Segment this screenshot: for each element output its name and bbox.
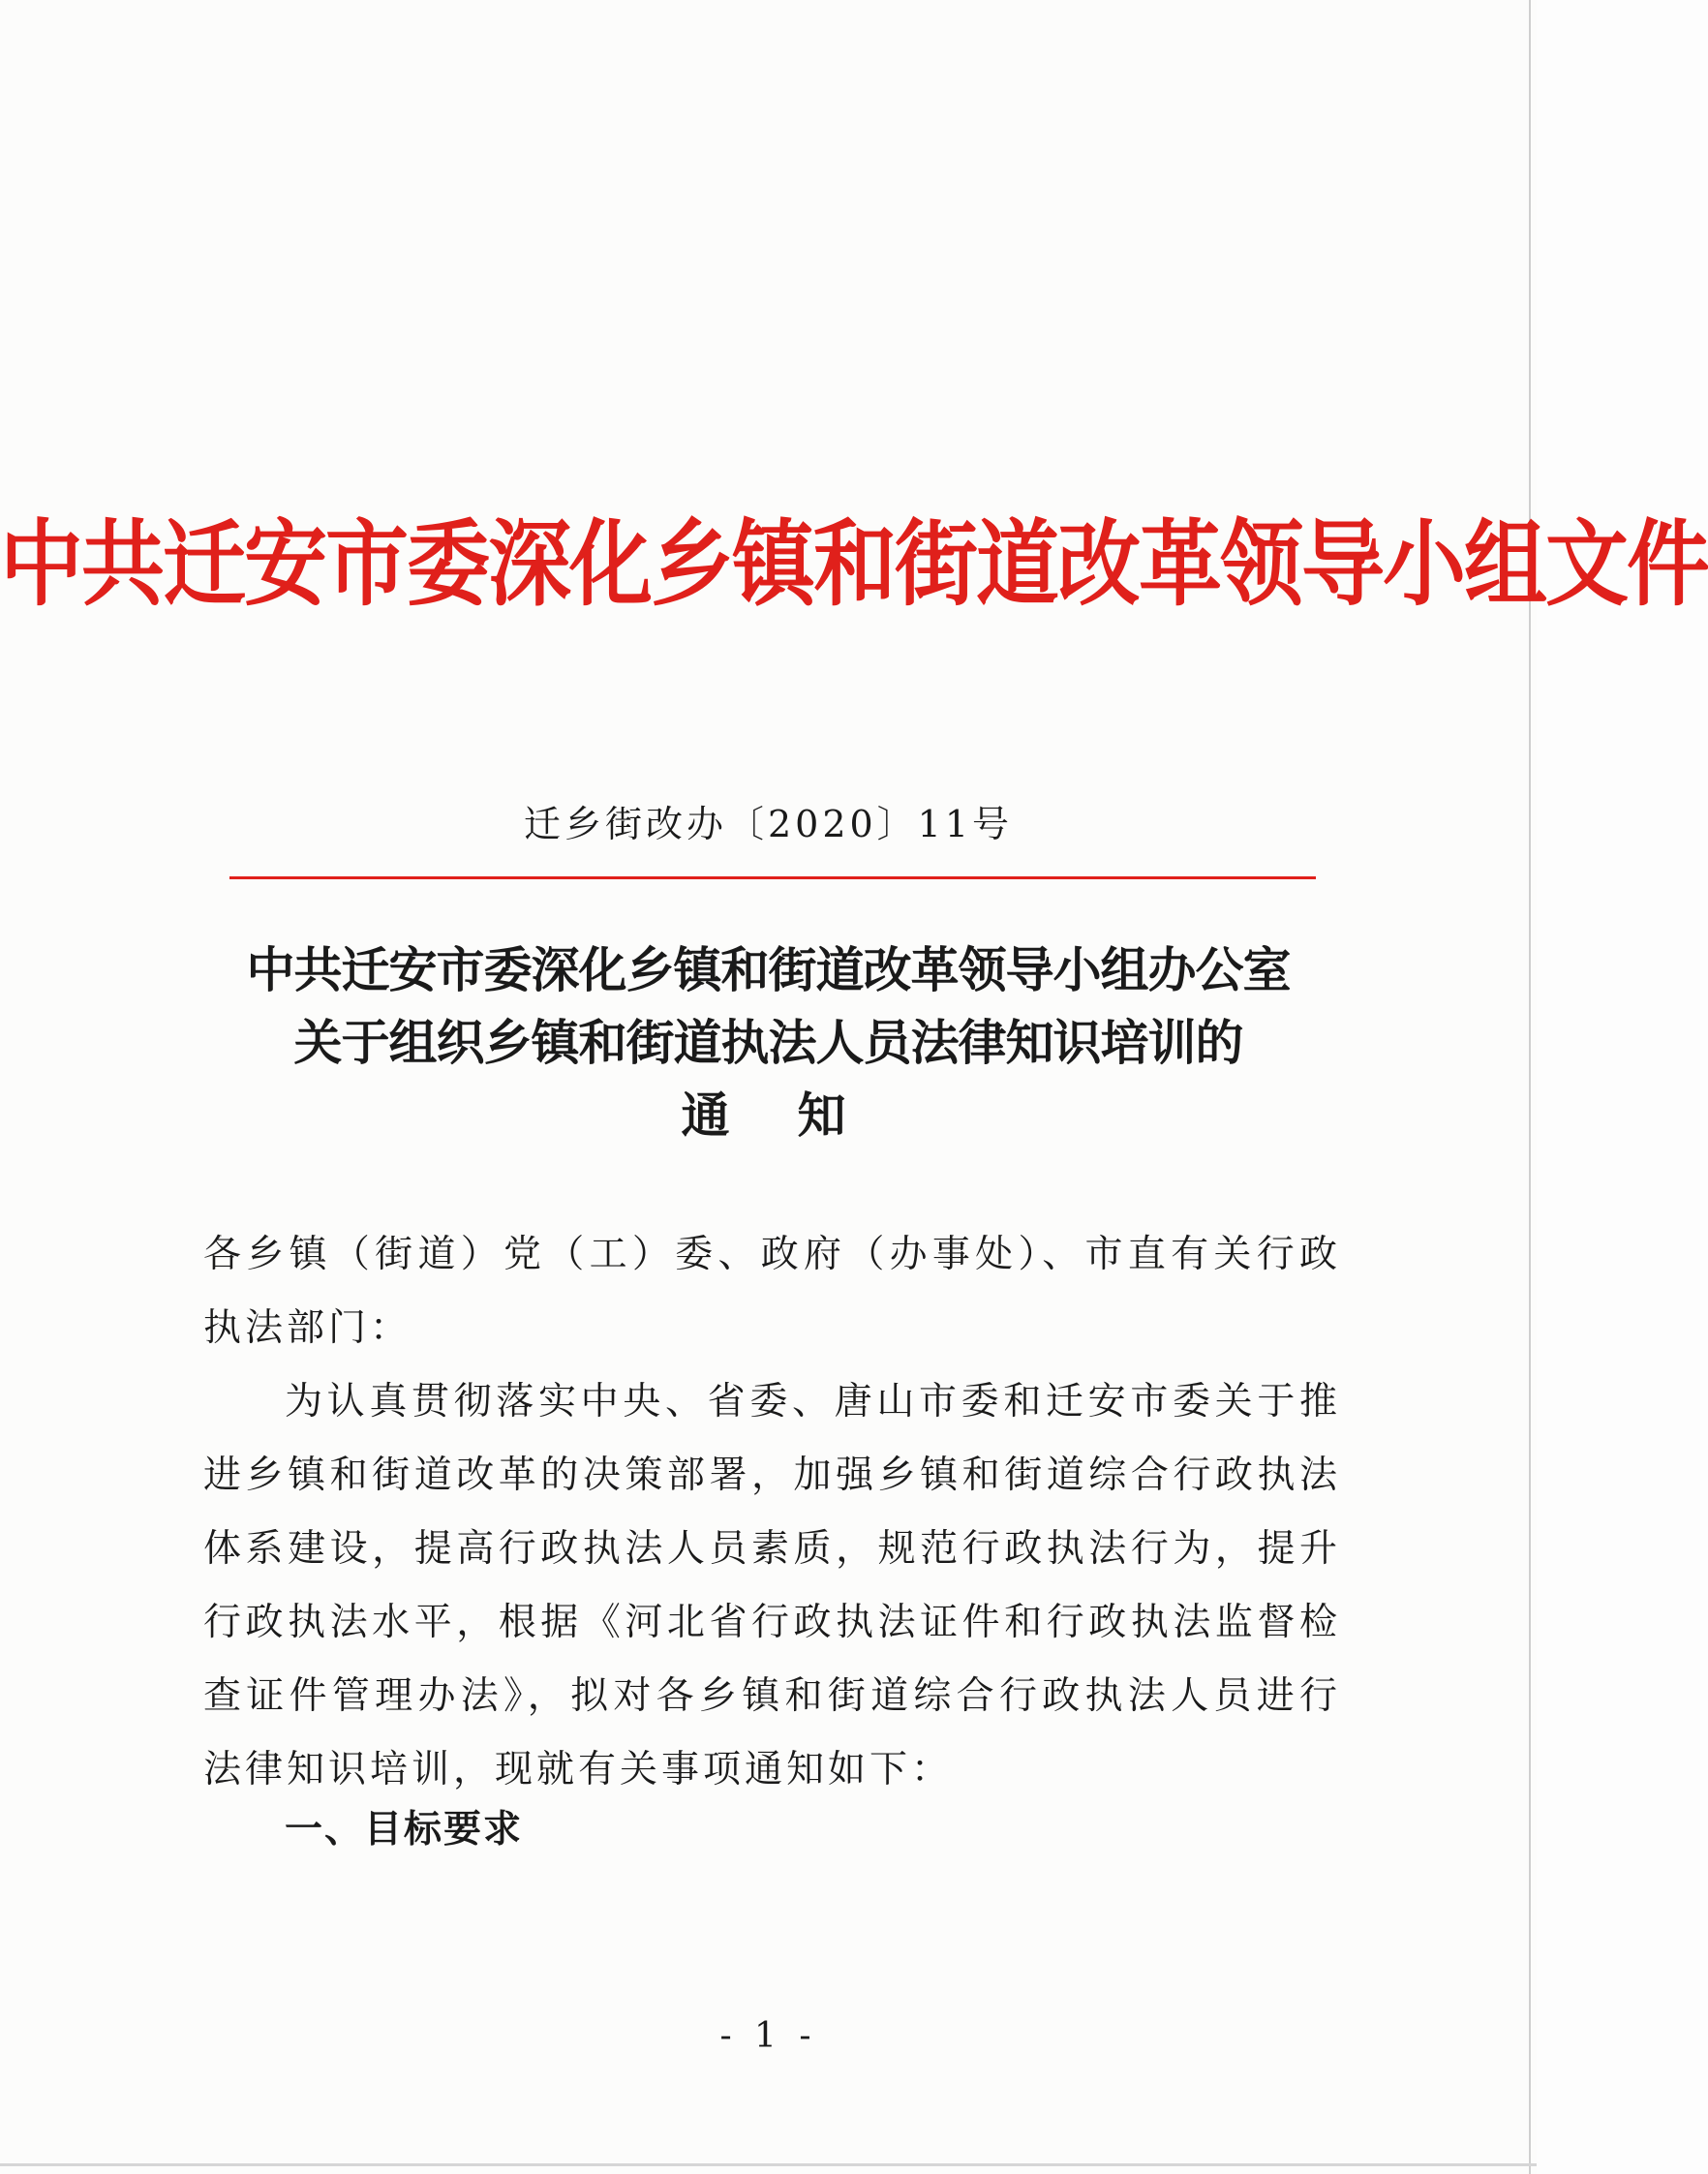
masthead-title: 中共迁安市委深化乡镇和街道改革领导小组文件 xyxy=(0,512,1708,618)
notice-title-line-2: 关于组织乡镇和街道执法人员法律知识培训的 xyxy=(293,1014,1243,1071)
red-separator-rule xyxy=(229,876,1316,879)
scan-edge-bottom xyxy=(0,2163,1537,2166)
notice-title-line-3: 通知 xyxy=(681,1087,914,1144)
page-number: - 1 - xyxy=(719,2016,817,2056)
body-paragraph-1: 为认真贯彻落实中央、省委、唐山市委和迁安市委关于推进乡镇和街道改革的决策部署，加强乡镇和街道综合行政执法体系建设，提高行政执法人员素质，规范行政执法行为，提升行政执法水平，根据《河北省行政执法证件和行政执法监督检查证件管理办法》，拟对各乡镇和街道综合行政执法人员进行法律知识培训，现就有关事项通知如下： xyxy=(203,1380,1341,1791)
section-heading-1: 一、目标要求 xyxy=(285,1808,524,1852)
document-number: 迁乡街改办〔2020〕11号 xyxy=(523,803,1014,845)
notice-title-line-1: 中共迁安市委深化乡镇和街道改革领导小组办公室 xyxy=(246,941,1291,998)
salutation: 各乡镇（街道）党（工）委、政府（办事处）、市直有关行政执法部门： xyxy=(203,1233,1341,1350)
